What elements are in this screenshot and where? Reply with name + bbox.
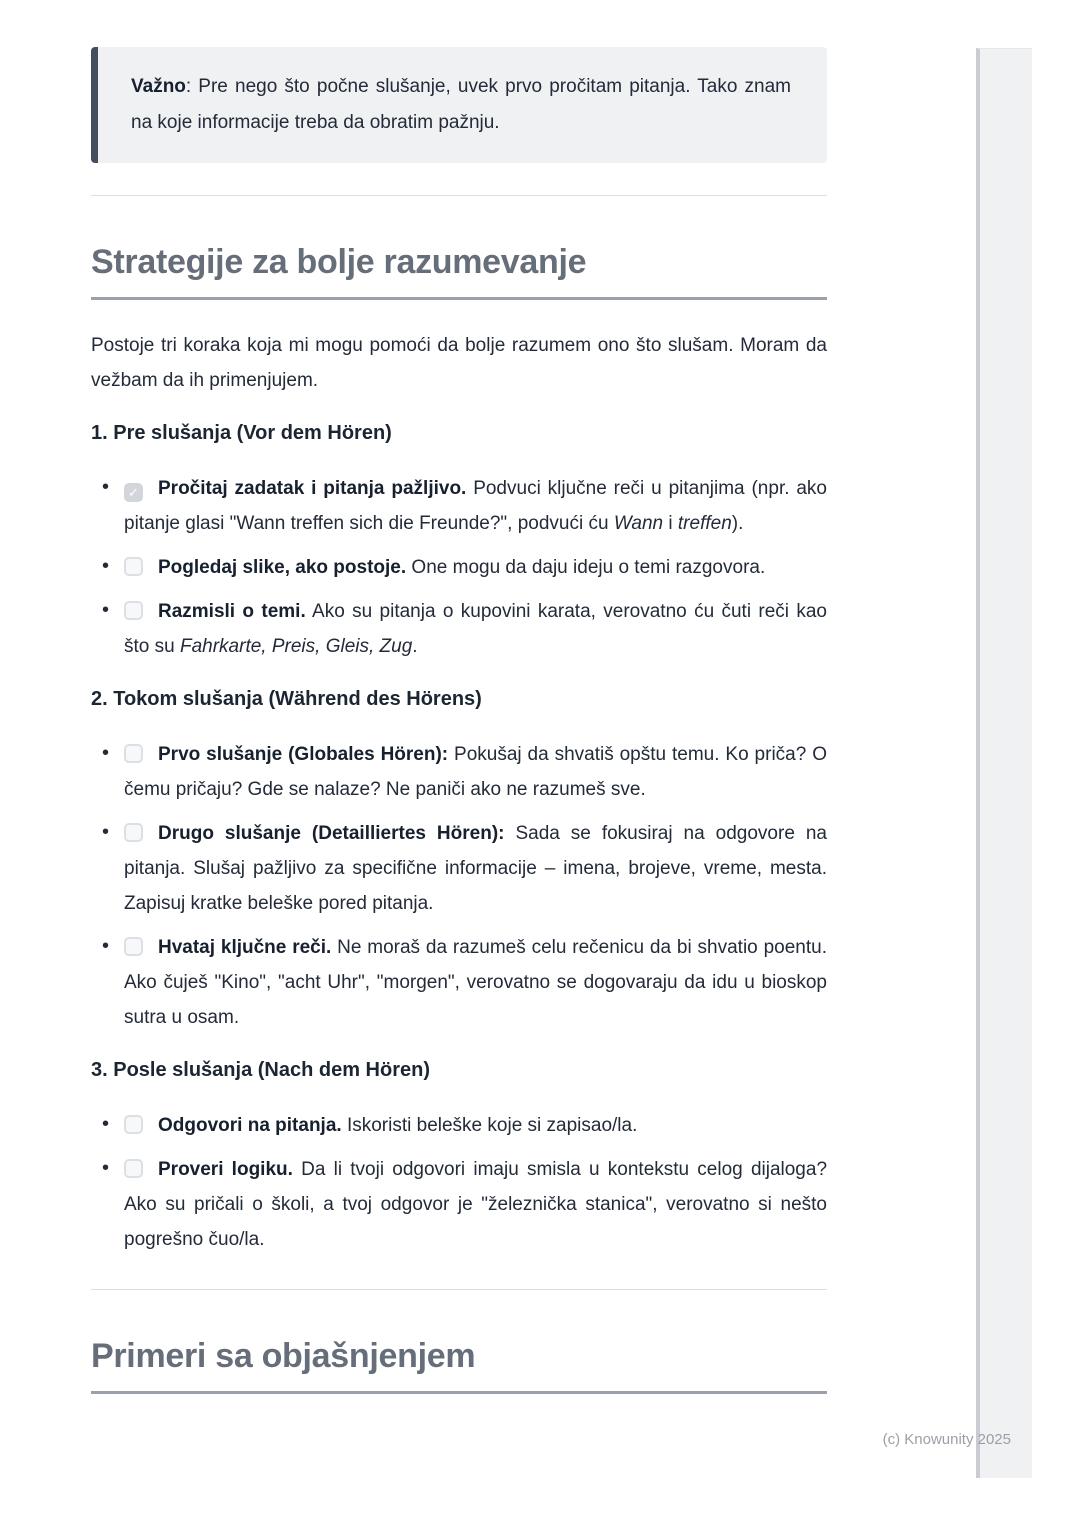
- checklist-item: [102, 550, 827, 585]
- important-callout: [91, 47, 827, 163]
- bullet-icon: •: [102, 555, 110, 577]
- bullet-icon: •: [102, 935, 110, 957]
- item-text-normal: Podvuci ključne reči u pitanjima (npr. ako pitanje glasi "Wann treffen sich die Freunde?", podvući ću: [124, 478, 827, 534]
- item-text-bold: Prvo slušanje (Globales Hören):: [158, 744, 449, 765]
- item-text-normal: Ako su pitanja o kupovini karata, verovatno ću čuti reči kao što su: [124, 601, 827, 657]
- checkbox-unchecked[interactable]: [124, 1159, 143, 1178]
- callout-label: Važno: [131, 76, 186, 97]
- checkbox-unchecked[interactable]: [124, 1115, 143, 1134]
- bullet-icon: •: [102, 1113, 110, 1135]
- divider: [91, 1289, 827, 1290]
- checklist-pre-slusanja: [91, 471, 827, 664]
- item-text-normal: One mogu da daju ideju o temi razgovora.: [406, 557, 766, 578]
- item-text-normal: Pokušaj da shvatiš opštu temu. Ko priča? O čemu pričaju? Gde se nalaze? Ne paniči ako ne razumeš sve.: [124, 744, 827, 800]
- checklist-item: [102, 1152, 828, 1257]
- section-title-tokom: 2. Tokom slušanja (Während des Hörens): [91, 688, 482, 710]
- scrollbar-track[interactable]: [976, 48, 1032, 1478]
- checklist-item: [102, 816, 827, 921]
- bullet-icon: •: [102, 821, 110, 843]
- checkbox-unchecked[interactable]: [124, 937, 143, 956]
- item-text-italic: treffen: [677, 513, 732, 534]
- bullet-icon: •: [102, 742, 110, 764]
- checkbox-unchecked[interactable]: [124, 744, 143, 763]
- section-title-posle: 3. Posle slušanja (Nach dem Hören): [91, 1059, 430, 1081]
- checkbox-unchecked[interactable]: [124, 557, 143, 576]
- item-text-bold: Pročitaj zadatak i pitanja pažljivo.: [158, 478, 467, 499]
- checkbox-checked[interactable]: [124, 483, 143, 502]
- checklist-item: [102, 1108, 827, 1143]
- page-title-examples: Primeri sa objašnjenjem: [91, 1335, 827, 1394]
- check-icon: ✓: [128, 485, 139, 500]
- item-text-bold: Razmisli o temi.: [158, 601, 306, 622]
- item-text-normal: .: [412, 636, 418, 657]
- item-text-normal: Iskoristi beleške koje si zapisao/la.: [341, 1115, 638, 1136]
- bullet-icon: •: [102, 599, 110, 621]
- item-text-normal: Sada se fokusiraj na odgovore na pitanja. Slušaj pažljivo za specifične informacije – imena, brojeve, vreme, mesta. Zapisuj kratke beleške pored pitanja.: [124, 823, 827, 914]
- item-text-bold: Odgovori na pitanja.: [158, 1115, 342, 1136]
- checkbox-unchecked[interactable]: [124, 823, 143, 842]
- item-text-bold: Drugo slušanje (Detailliertes Hören):: [158, 823, 505, 844]
- item-text-normal: Ne moraš da razumeš celu rečenicu da bi shvatio poentu. Ako čuješ "Kino", "acht Uhr", "morgen", verovatno se dogovaraju da idu u bioskop sutra u osam.: [124, 937, 827, 1028]
- item-text-bold: Proveri logiku.: [158, 1159, 293, 1180]
- checklist-tokom-slusanja: [91, 737, 827, 1035]
- item-text-italic: Wann: [613, 513, 664, 534]
- checklist-item: [102, 737, 827, 807]
- item-text-italic: Fahrkarte, Preis, Gleis, Zug: [179, 636, 413, 657]
- checkbox-unchecked[interactable]: [124, 601, 143, 620]
- item-text-bold: Hvataj ključne reči.: [158, 937, 332, 958]
- bullet-icon: •: [102, 1157, 110, 1179]
- callout-text: : Pre nego što počne slušanje, uvek prvo pročitam pitanja. Tako znam na koje informacije treba da obratim pažnju.: [131, 76, 791, 133]
- item-text-normal: i: [663, 513, 678, 534]
- item-text-normal: ).: [731, 513, 744, 534]
- watermark-text: (c) Knowunity 2025: [882, 1431, 1011, 1448]
- checklist-posle-slusanja: [91, 1108, 827, 1257]
- section-title-pre: 1. Pre slušanja (Vor dem Hören): [91, 422, 392, 444]
- checklist-item: [102, 930, 827, 1035]
- intro-paragraph: Postoje tri koraka koja mi mogu pomoći da bolje razumem ono što slušam. Moram da vežbam da ih primenjujem.: [91, 335, 827, 391]
- document-content: [91, 0, 827, 1394]
- item-text-normal: Da li tvoji odgovori imaju smisla u kontekstu celog dijaloga? Ako su pričali o školi, a tvoj odgovor je "železnička stanica", verovatno si nešto pogrešno čuo/la.: [124, 1159, 828, 1250]
- page-title-strategies: Strategije za bolje razumevanje: [91, 241, 827, 300]
- item-text-bold: Pogledaj slike, ako postoje.: [158, 557, 407, 578]
- checklist-item: [102, 594, 827, 664]
- checklist-item: [102, 471, 827, 541]
- divider: [91, 195, 827, 196]
- bullet-icon: •: [102, 476, 110, 498]
